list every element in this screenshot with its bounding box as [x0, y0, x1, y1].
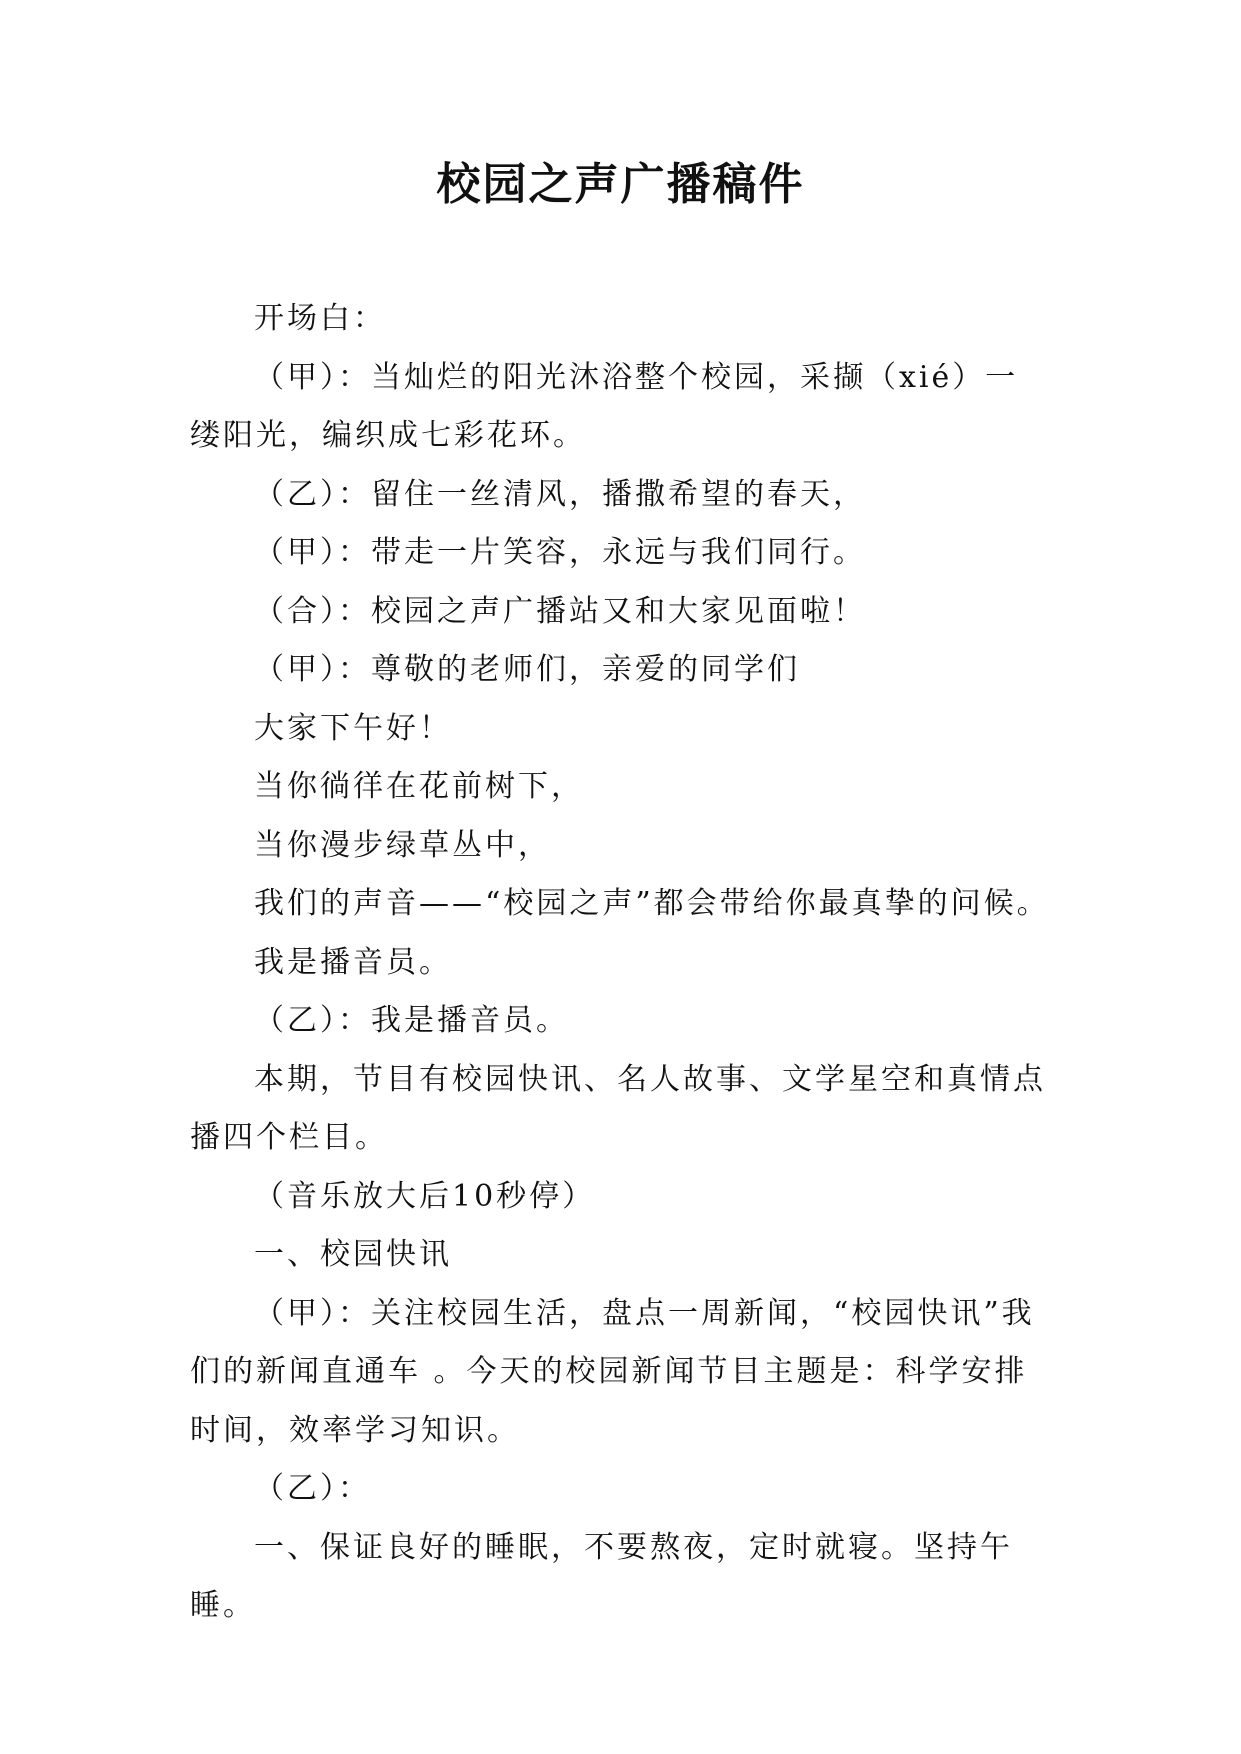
paragraph: 本期，节目有校园快讯、名人故事、文学星空和真情点播四个栏目。 [190, 1061, 1046, 1155]
paragraph: （合）：校园之声广播站又和大家见面啦！ [254, 593, 866, 629]
paragraph: 一、保证良好的睡眠，不要熬夜，定时就寝。坚持午睡。 [190, 1529, 1013, 1623]
document-title: 校园之声广播稿件 [436, 159, 805, 210]
paragraph: （乙）：我是播音员。 [254, 1003, 569, 1038]
paragraph: （乙）：留住一丝清风，播撒希望的春天， [254, 476, 866, 512]
paragraph: （乙）： [254, 1471, 371, 1506]
paragraph: 我是播音员。 [254, 944, 452, 980]
paragraph: （甲）：当灿烂的阳光沐浴整个校园，采撷（xié）一缕阳光，编织成七彩花环。 [190, 359, 1019, 453]
paragraph: （甲）：带走一片笑容，永远与我们同行。 [254, 535, 866, 570]
paragraph-opening-label: 开场白： [254, 301, 386, 336]
paragraph: 大家下午好！ [254, 710, 452, 746]
section-heading: 一、校园快讯 [254, 1237, 452, 1272]
paragraph: 我们的声音——“校园之声”都会带给你最真挚的问候。 [254, 886, 1050, 921]
paragraph: （甲）：关注校园生活，盘点一周新闻，“校园快讯”我们的新闻直通车 。今天的校园新闻节目主题是：科学安排时间，效率学习知识。 [190, 1295, 1035, 1448]
paragraph: 当你漫步绿草丛中， [254, 827, 551, 863]
paragraph: 当你徜徉在花前树下， [254, 769, 584, 804]
paragraph: （甲）：尊敬的老师们，亲爱的同学们 [254, 652, 800, 687]
document-body [190, 290, 1050, 1636]
paragraph: （音乐放大后10秒停） [254, 1178, 596, 1214]
